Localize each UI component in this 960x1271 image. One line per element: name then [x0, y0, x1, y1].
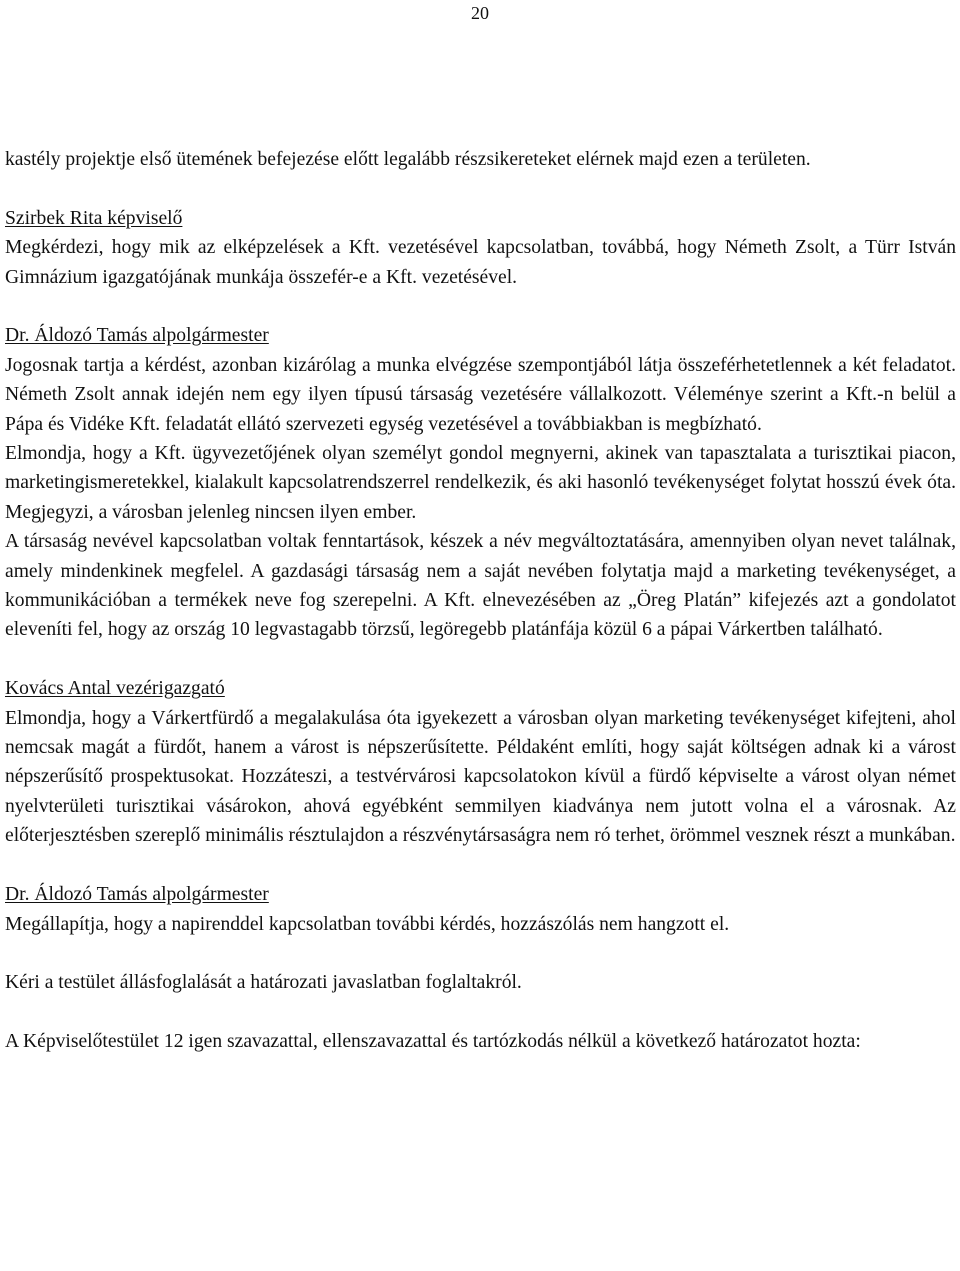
page-number: 20 [471, 3, 489, 23]
paragraph-kovacs-marketing: Elmondja, hogy a Várkertfürdő a megalakulása óta igyekezett a városban olyan marketing tevékenységet kifejteni, ahol nemcsak magát a fürdőt, hanem a várost is népszerűsítette. Példaként említi, hogy saját költségen adnak ki a várost népszerűsítő prospektusokat. Hozzáteszi, a testvérvárosi kapcsolatokon kívül a fürdő képviselte a várost olyan német nyelvterületi turisztikai vásárokon, ahová egyébként semmilyen kiadványa nem jutott volna el a városnak. Az előterjesztésben szereplő minimális résztulajdon a részvénytársaságra nem ró terhet, örömmel vesznek részt a munkában. [5, 707, 956, 847]
speaker-heading-kovacs: Kovács Antal vezérigazgató [5, 678, 225, 700]
paragraph-aldozo-closing: Megállapítja, hogy a napirenddel kapcsolatban további kérdés, hozzászólás nem hangzott el. [5, 913, 730, 935]
paragraph-aldozo-nev: A társaság nevével kapcsolatban voltak fenntartások, készek a név megváltoztatására, amennyiben olyan nevet találnak, amely mindenkinek megfelel. A gazdasági társaság nem a saját nevében folytatja majd a marketing tevékenységet, a kommunikációban a termékek neve fog szerepelni. A Kft. elnevezésében az „Öreg Platán” kifejezés azt a gondolatot eleveníti fel, hogy az ország 10 legvastagabb törzsű, legöregebb platánfája közül 6 a pápai Várkertben található. [5, 531, 956, 641]
paragraph-aldozo-ugyvezeto: Elmondja, hogy a Kft. ügyvezetőjének olyan személyt gondol megnyerni, akinek van tapasztalata a turisztikai piacon, marketingismeretekkel, kialakult kapcsolatrendszerrel rendelkezik, és aki hasonló tevékenységet folytat hosszú évek óta. Megjegyzi, a városban jelenleg nincsen ilyen ember. [5, 443, 956, 523]
speaker-heading-aldozo-1: Dr. Áldozó Tamás alpolgármester [5, 325, 269, 347]
speaker-heading-aldozo-2: Dr. Áldozó Tamás alpolgármester [5, 884, 269, 906]
paragraph-kastely-projekt: kastély projektje első ütemének befejezése előtt legalább részsikereteket elérnek majd ezen a területen. [5, 149, 811, 170]
paragraph-request-vote: Kéri a testület állásfoglalását a határozati javaslatban foglaltakról. [5, 972, 522, 994]
document-body [5, 145, 956, 1057]
paragraph-szirbek-question: Megkérdezi, hogy mik az elképzelések a Kft. vezetésével kapcsolatban, továbbá, hogy Németh Zsolt, a Türr István Gimnázium igazgatójának munkája összefér-e a Kft. vezetésével. [5, 237, 956, 288]
paragraph-aldozo-answer: Jogosnak tartja a kérdést, azonban kizárólag a munka elvégzése szempontjából látja összeférhetetlennek a két feladatot. Németh Zsolt annak idején nem egy ilyen típusú társaság vezetésére vállalkozott. Véleménye szerint a Kft.-n belül a Pápa és Vidéke Kft. feladatát ellátó szervezeti egység vezetésével a továbbiakban is megbízható. [5, 354, 956, 435]
paragraph-vote-result: A Képviselőtestület 12 igen szavazattal, ellenszavazattal és tartózkodás nélkül a következő határozatot hozta: [5, 1031, 861, 1053]
speaker-heading-szirbek: Szirbek Rita képviselő [5, 207, 183, 229]
